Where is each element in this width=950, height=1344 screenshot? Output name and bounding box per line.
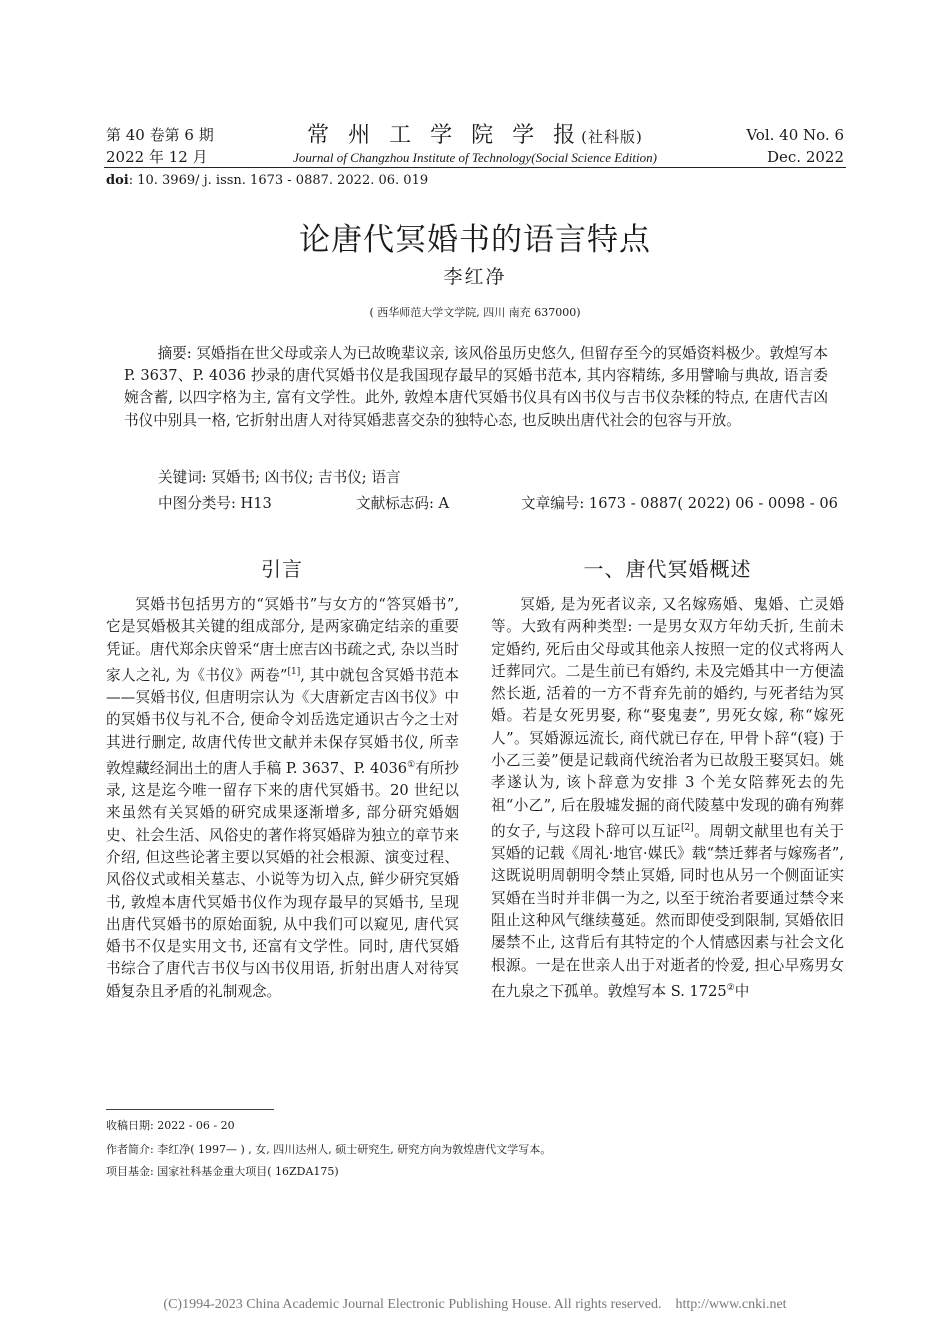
journal-masthead xyxy=(240,118,710,166)
footnote-rule xyxy=(106,1109,274,1110)
clc-number: 中图分类号: H13 xyxy=(158,495,272,512)
section-heading-overview: 一、唐代冥婚概述 xyxy=(583,557,752,581)
issue-info-en xyxy=(684,124,844,168)
keywords: 关键词: 冥婚书; 凶书仪; 吉书仪; 语言 xyxy=(158,469,401,486)
overview-text-a: 冥婚, 是为死者议亲, 又名嫁殇婚、鬼婚、亡灵婚等。大致有两种类型: 一是男女双方年幼夭折, 生前未定婚约, 死后由父母或其他亲人按照一定的仪式将两人迁葬同穴。二是生前已有婚约, 未及完婚其中一方便溘然长逝, 活着的一方不背弃先前的婚约, 与死者结为冥婚。若是女死男娶, 称“娶鬼妻”, 男死女嫁, 称“嫁死人”。冥婚源远流长, 商代就已存在, 甲骨卜辞“(寝) 于小乙三姜”便是记载商代统治者为已故殷王娶冥妇。姚孝遂认为, 该卜辞意为安排 3 个羌女陪葬死去的先祖“小乙”, 后在殷墟发掘的商代陵墓中发现的确有殉葬的女子, 与这段卜辞可以互证 xyxy=(491,596,844,840)
doi-value: : 10. 3969/ j. issn. 1673 - 0887. 2022. 06. 019 xyxy=(128,173,429,188)
journal-edition-cn: (社科版) xyxy=(581,128,643,146)
journal-name-cn: 常 州 工 学 院 学 报 xyxy=(307,123,582,148)
overview-text-b: 。周朝文献里也有关于冥婚的记载《周礼·地官·媒氏》载“禁迁葬者与嫁殇者”, 这既说明周朝明令禁止冥婚, 同时也从另一个侧面证实冥婚在当时并非偶一为之, 以至于统治者要通过禁令来阻止这种风气继续蔓延。然而即使受到限制, 冥婚依旧屡禁不止, 这背后有其特定的个人情感因素与社会文化根源。一是在世亲人出于对逝者的怜爱, 担心早殇男女在九泉之下孤单。敦煌写本 S. 1725 xyxy=(491,822,844,1000)
doi-label: doi xyxy=(106,173,129,188)
article-number: 文章编号: 1673 - 0887( 2022) 06 - 0098 - 06 xyxy=(521,495,838,512)
doi-line xyxy=(106,173,428,188)
header-rule xyxy=(104,167,846,168)
intro-text-a: 冥婚书包括男方的“冥婚书”与女方的“答冥婚书”, 它是冥婚极其关键的组成部分, 是两家确定结亲的重要凭证。唐代郑余庆曾采“唐士庶吉凶书疏之式, 杂以当时家人之礼, 为《书仪》两卷” xyxy=(106,596,459,684)
journal-title-en: Journal of Changzhou Institute of Technology(Social Science Edition) xyxy=(293,150,657,165)
date-en: Dec. 2022 xyxy=(766,148,844,166)
fund-info: 项目基金: 国家社科基金重大项目( 16ZDA175) xyxy=(106,1165,339,1178)
date-cn: 2022 年 12 月 xyxy=(106,148,208,166)
citation-ref: [2] xyxy=(681,822,694,833)
volume-issue-en: Vol. 40 No. 6 xyxy=(746,126,844,144)
citation-ref: [1] xyxy=(287,666,301,677)
copyright-watermark: (C)1994-2023 China Academic Journal Electronic Publishing House. All rights reserved. http://www.cnki.net xyxy=(163,1297,787,1312)
note-ref: ① xyxy=(407,759,416,770)
intro-body xyxy=(106,594,459,1003)
overview-text-c: 中 xyxy=(734,982,750,1000)
journal-title-cn xyxy=(240,118,710,149)
overview-body xyxy=(491,594,844,1003)
intro-text-b: , 其中就包含冥婚书范本——冥婚书仪, 但唐明宗认为《大唐新定吉凶书仪》中的冥婚书仪与礼不合, 便命令刘岳选定通识古今之士对其进行删定, 故唐代传世文献并未保存冥婚书仪, 所幸敦煌藏经洞出土的唐人手稿 P. 3637、P. 4036 xyxy=(106,666,459,777)
received-date: 收稿日期: 2022 - 06 - 20 xyxy=(106,1119,235,1132)
overview-paragraph xyxy=(491,594,844,1003)
article-title: 论唐代冥婚书的语言特点 xyxy=(299,222,651,258)
article-author: 李红净 xyxy=(443,266,507,288)
intro-paragraph xyxy=(106,594,459,1003)
document-code: 文献标志码: A xyxy=(356,495,450,512)
note-ref: ② xyxy=(726,982,735,993)
volume-issue-cn: 第 40 卷第 6 期 xyxy=(106,126,214,144)
section-heading-intro: 引言 xyxy=(261,557,303,581)
author-bio: 作者简介: 李红净( 1997— ) , 女, 四川达州人, 硕士研究生, 研究方向为敦煌唐代文学写本。 xyxy=(106,1143,552,1156)
author-affiliation: ( 西华师范大学文学院, 四川 南充 637000) xyxy=(369,306,581,319)
abstract: 摘要: 冥婚指在世父母或亲人为已故晚辈议亲, 该风俗虽历史悠久, 但留存至今的冥婚资料极少。敦煌写本 P. 3637、P. 4036 抄录的唐代冥婚书仪是我国现存最早的冥婚书范本, 其内容精练, 多用譬喻与典故, 语言委婉含蓄, 以四字格为主, 富有文学性。此外, 敦煌本唐代冥婚书仪具有凶书仪与吉书仪杂糅的特点, 在唐代吉凶书仪中别具一格, 它折射出唐人对待冥婚悲喜交杂的独特心态, 也反映出唐代社会的包容与开放。 xyxy=(124,345,828,429)
intro-text-c: 有所抄录, 这是迄今唯一留存下来的唐代冥婚书。20 世纪以来虽然有关冥婚的研究成果逐渐增多, 部分研究婚姻史、社会生活、风俗史的著作将冥婚辟为独立的章节来介绍, 但这些论著主要以冥婚的社会根源、演变过程、风俗仪式或相关墓志、小说等为切入点, 鲜少研究冥婚书, 敦煌本唐代冥婚书仪作为现存最早的冥婚书, 呈现出唐代冥婚书的原始面貌, 从中我们可以窥见, 唐代冥婚书不仅是实用文书, 还富有文学性。同时, 唐代冥婚书综合了唐代吉书仪与凶书仪用语, 折射出唐人对待冥婚复杂且矛盾的礼制观念。 xyxy=(106,759,459,1000)
